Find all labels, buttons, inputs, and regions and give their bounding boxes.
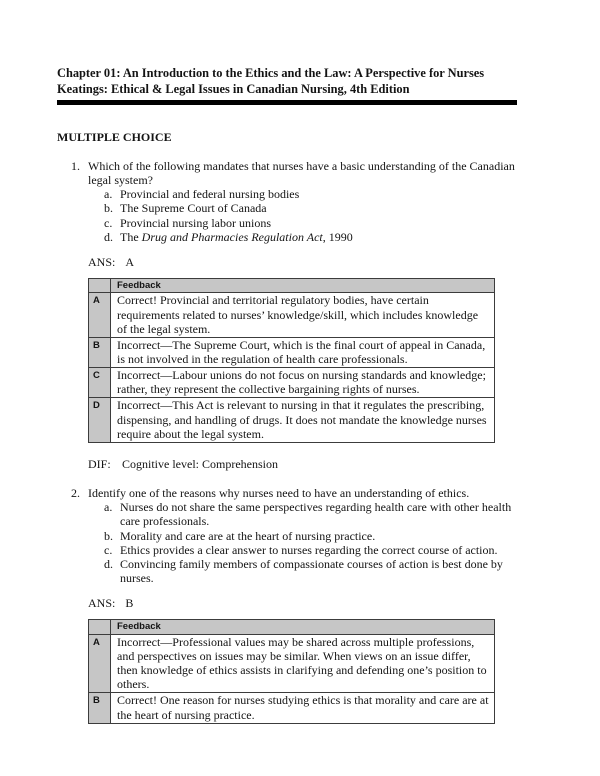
feedback-header-row: [89, 279, 495, 293]
option-letter: a.: [104, 500, 113, 515]
question-row: [57, 159, 517, 244]
feedback-text-cell: Correct! Provincial and territorial regulatory bodies, have certain requirements related to nurses’ knowledge/skill, which includes knowledge of the legal system.: [111, 293, 495, 337]
question-number: 2.: [71, 486, 80, 501]
feedback-table: [88, 619, 495, 723]
answer-value: A: [125, 254, 135, 269]
chapter-title: Chapter 01: An Introduction to the Ethics and the Law: A Perspective for Nurses: [57, 66, 485, 80]
option-letter: c.: [104, 215, 113, 230]
feedback-letter-cell: A: [89, 293, 111, 337]
option-text-suffix: , 1990: [322, 229, 353, 244]
question-text: Which of the following mandates that nurses have a basic understanding of the Canadian legal system?: [88, 158, 515, 188]
option-letter: c.: [104, 542, 113, 557]
option-text: Provincial nursing labor unions: [120, 215, 271, 230]
question-number: 1.: [71, 158, 80, 173]
option-letter: b.: [104, 201, 113, 216]
question-text: Identify one of the reasons why nurses need to have an understanding of ethics.: [88, 486, 470, 501]
feedback-text-cell: Incorrect—This Act is relevant to nursing in that it regulates the prescribing, dispensing, and handling of drugs. It does not mandate the knowledge nurses require about the legal system.: [111, 398, 495, 442]
document-content: [57, 66, 517, 724]
feedback-row-d: [89, 398, 495, 442]
dif-text: Cognitive level: Comprehension: [122, 456, 278, 471]
question-block-2: [57, 486, 517, 724]
option-row-a: [104, 187, 517, 201]
feedback-text-cell: Incorrect—Labour unions do not focus on nursing standards and knowledge; rather, they represent the collective bargaining rights of nurses.: [111, 368, 495, 398]
feedback-text-cell: Correct! One reason for nurses studying ethics is that morality and care are at the heart of nursing practice.: [111, 693, 495, 723]
option-row-c: [104, 216, 517, 230]
option-text-prefix: The: [120, 229, 142, 244]
option-row-b: [104, 201, 517, 215]
option-text: The Supreme Court of Canada: [120, 201, 267, 216]
feedback-letter-cell: B: [89, 693, 111, 723]
document-header: [57, 66, 517, 105]
option-row-d: [104, 557, 517, 585]
feedback-row-b: [89, 693, 495, 723]
feedback-table: [88, 278, 495, 443]
feedback-row-a: [89, 293, 495, 337]
option-row-a: [104, 500, 517, 528]
section-heading: MULTIPLE CHOICE: [57, 129, 172, 144]
option-letter: b.: [104, 528, 113, 543]
question-body: [88, 486, 517, 585]
feedback-row-c: [89, 368, 495, 398]
option-text: Morality and care are at the heart of nursing practice.: [120, 528, 376, 543]
feedback-letter-cell: D: [89, 398, 111, 442]
option-text: Ethics provides a clear answer to nurses regarding the correct course of action.: [120, 542, 498, 557]
answer-value: B: [125, 596, 134, 611]
book-title: Keatings: Ethical & Legal Issues in Canadian Nursing, 4th Edition: [57, 81, 410, 96]
feedback-row-a: [89, 634, 495, 693]
answer-line: [88, 596, 517, 610]
dif-label: DIF:: [88, 456, 111, 471]
feedback-text-cell: Incorrect—The Supreme Court, which is the final court of appeal in Canada, is not involved in the regulation of health care professionals.: [111, 337, 495, 367]
question-body: [88, 159, 517, 244]
question-block-1: [57, 159, 517, 471]
option-text: Nurses do not share the same perspectives regarding health care with other health care professionals.: [120, 500, 512, 529]
feedback-header-row: [89, 620, 495, 634]
feedback-row-b: [89, 337, 495, 367]
option-row-d: [104, 230, 517, 244]
option-letter: a.: [104, 187, 113, 202]
feedback-letter-cell: A: [89, 634, 111, 693]
answer-line: [88, 255, 517, 269]
option-text: Provincial and federal nursing bodies: [120, 187, 300, 202]
feedback-letter-cell: C: [89, 368, 111, 398]
option-letter: d.: [104, 556, 113, 571]
answer-label: ANS:: [88, 596, 116, 611]
option-row-c: [104, 543, 517, 557]
feedback-header-cell: Feedback: [111, 279, 495, 293]
option-text: [120, 230, 517, 244]
option-row-b: [104, 529, 517, 543]
feedback-header-empty-cell: [89, 620, 111, 634]
option-text: Convincing family members of compassionate courses of action is best done by nurses.: [120, 556, 503, 586]
feedback-header-cell: Feedback: [111, 620, 495, 634]
option-text-italic: Drug and Pharmacies Regulation Act: [141, 229, 323, 244]
dif-line: [88, 457, 517, 471]
question-row: [57, 486, 517, 585]
answer-label: ANS:: [88, 254, 116, 269]
option-letter: d.: [104, 229, 113, 244]
feedback-text-cell: Incorrect—Professional values may be shared across multiple professions, and perspectives on issues may be similar. When views on an issue differ, then knowledge of ethics assists in clarifying and defending one’s position to others.: [111, 634, 495, 693]
feedback-header-empty-cell: [89, 279, 111, 293]
feedback-letter-cell: B: [89, 337, 111, 367]
